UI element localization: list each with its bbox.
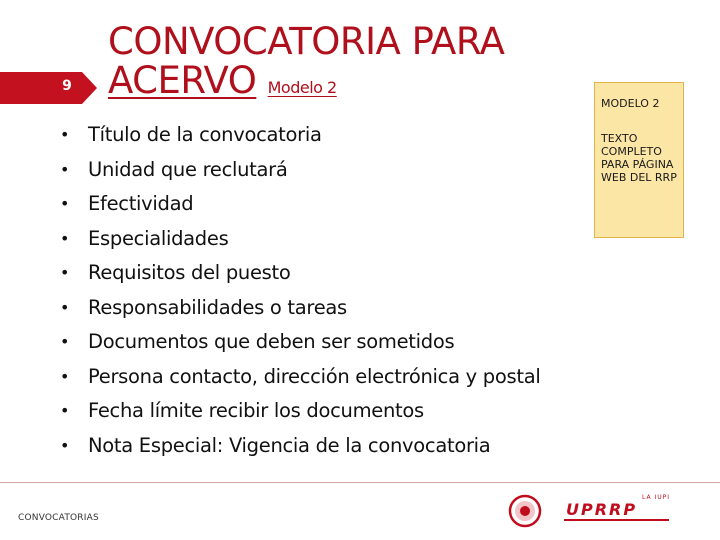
title-acervo: ACERVO (108, 59, 257, 102)
bullet-text: Persona contacto, dirección electrónica y postal (88, 364, 541, 388)
bullet-text: Responsabilidades o tareas (88, 295, 347, 319)
page-badge-arrow-shape (0, 70, 98, 106)
bullet-item (50, 153, 540, 188)
bullet-item (50, 360, 540, 395)
seal-icon (510, 496, 540, 526)
bullet-dot-icon: • (60, 401, 70, 420)
bullet-text: Efectividad (88, 192, 194, 215)
bullet-text: Requisitos del puesto (88, 261, 291, 284)
page-badge (0, 70, 98, 106)
bullet-dot-icon: • (60, 125, 70, 144)
bullet-item (50, 256, 540, 291)
bullet-item (50, 187, 540, 222)
bullet-item (50, 429, 540, 464)
bullet-dot-icon: • (60, 297, 70, 317)
bullet-text: Nota Especial: Vigencia de la convocatoria (88, 433, 491, 457)
bullet-dot-icon: • (60, 366, 70, 386)
page-number: 9 (62, 78, 72, 94)
logo-tagline: LA IUPI (642, 494, 671, 501)
title-line-2 (108, 61, 504, 107)
bullet-dot-icon: • (60, 263, 70, 282)
bullet-list (50, 118, 540, 463)
bullet-item (50, 222, 540, 257)
bullet-text: Especialidades (88, 226, 229, 250)
sticky-note (594, 82, 684, 238)
footer-label: CONVOCATORIAS (18, 513, 99, 523)
bullet-text: Fecha límite recibir los documentos (88, 399, 424, 422)
slide-title (108, 22, 504, 107)
logo-wordmark: UPRRP (566, 500, 638, 519)
title-line-1: CONVOCATORIA PARA (108, 20, 505, 63)
bullet-item (50, 118, 540, 153)
footer-divider (0, 482, 720, 483)
bullet-text: Unidad que reclutará (88, 157, 288, 181)
bullet-item (50, 291, 540, 326)
bullet-text: Documentos que deben ser sometidos (88, 330, 455, 353)
bullet-dot-icon: • (60, 159, 70, 179)
bullet-dot-icon: • (60, 228, 70, 248)
bullet-item (50, 325, 540, 360)
bullet-text: Título de la convocatoria (88, 123, 322, 146)
bullet-dot-icon: • (60, 332, 70, 351)
title-modelo: Modelo 2 (267, 78, 337, 97)
bullet-item (50, 394, 540, 429)
bullet-dot-icon: • (60, 194, 70, 213)
note-model-label: MODELO 2 (601, 97, 660, 110)
note-text: TEXTO COMPLETO PARA PÁGINA WEB DEL RRP (601, 132, 677, 184)
bullet-dot-icon: • (60, 435, 70, 455)
